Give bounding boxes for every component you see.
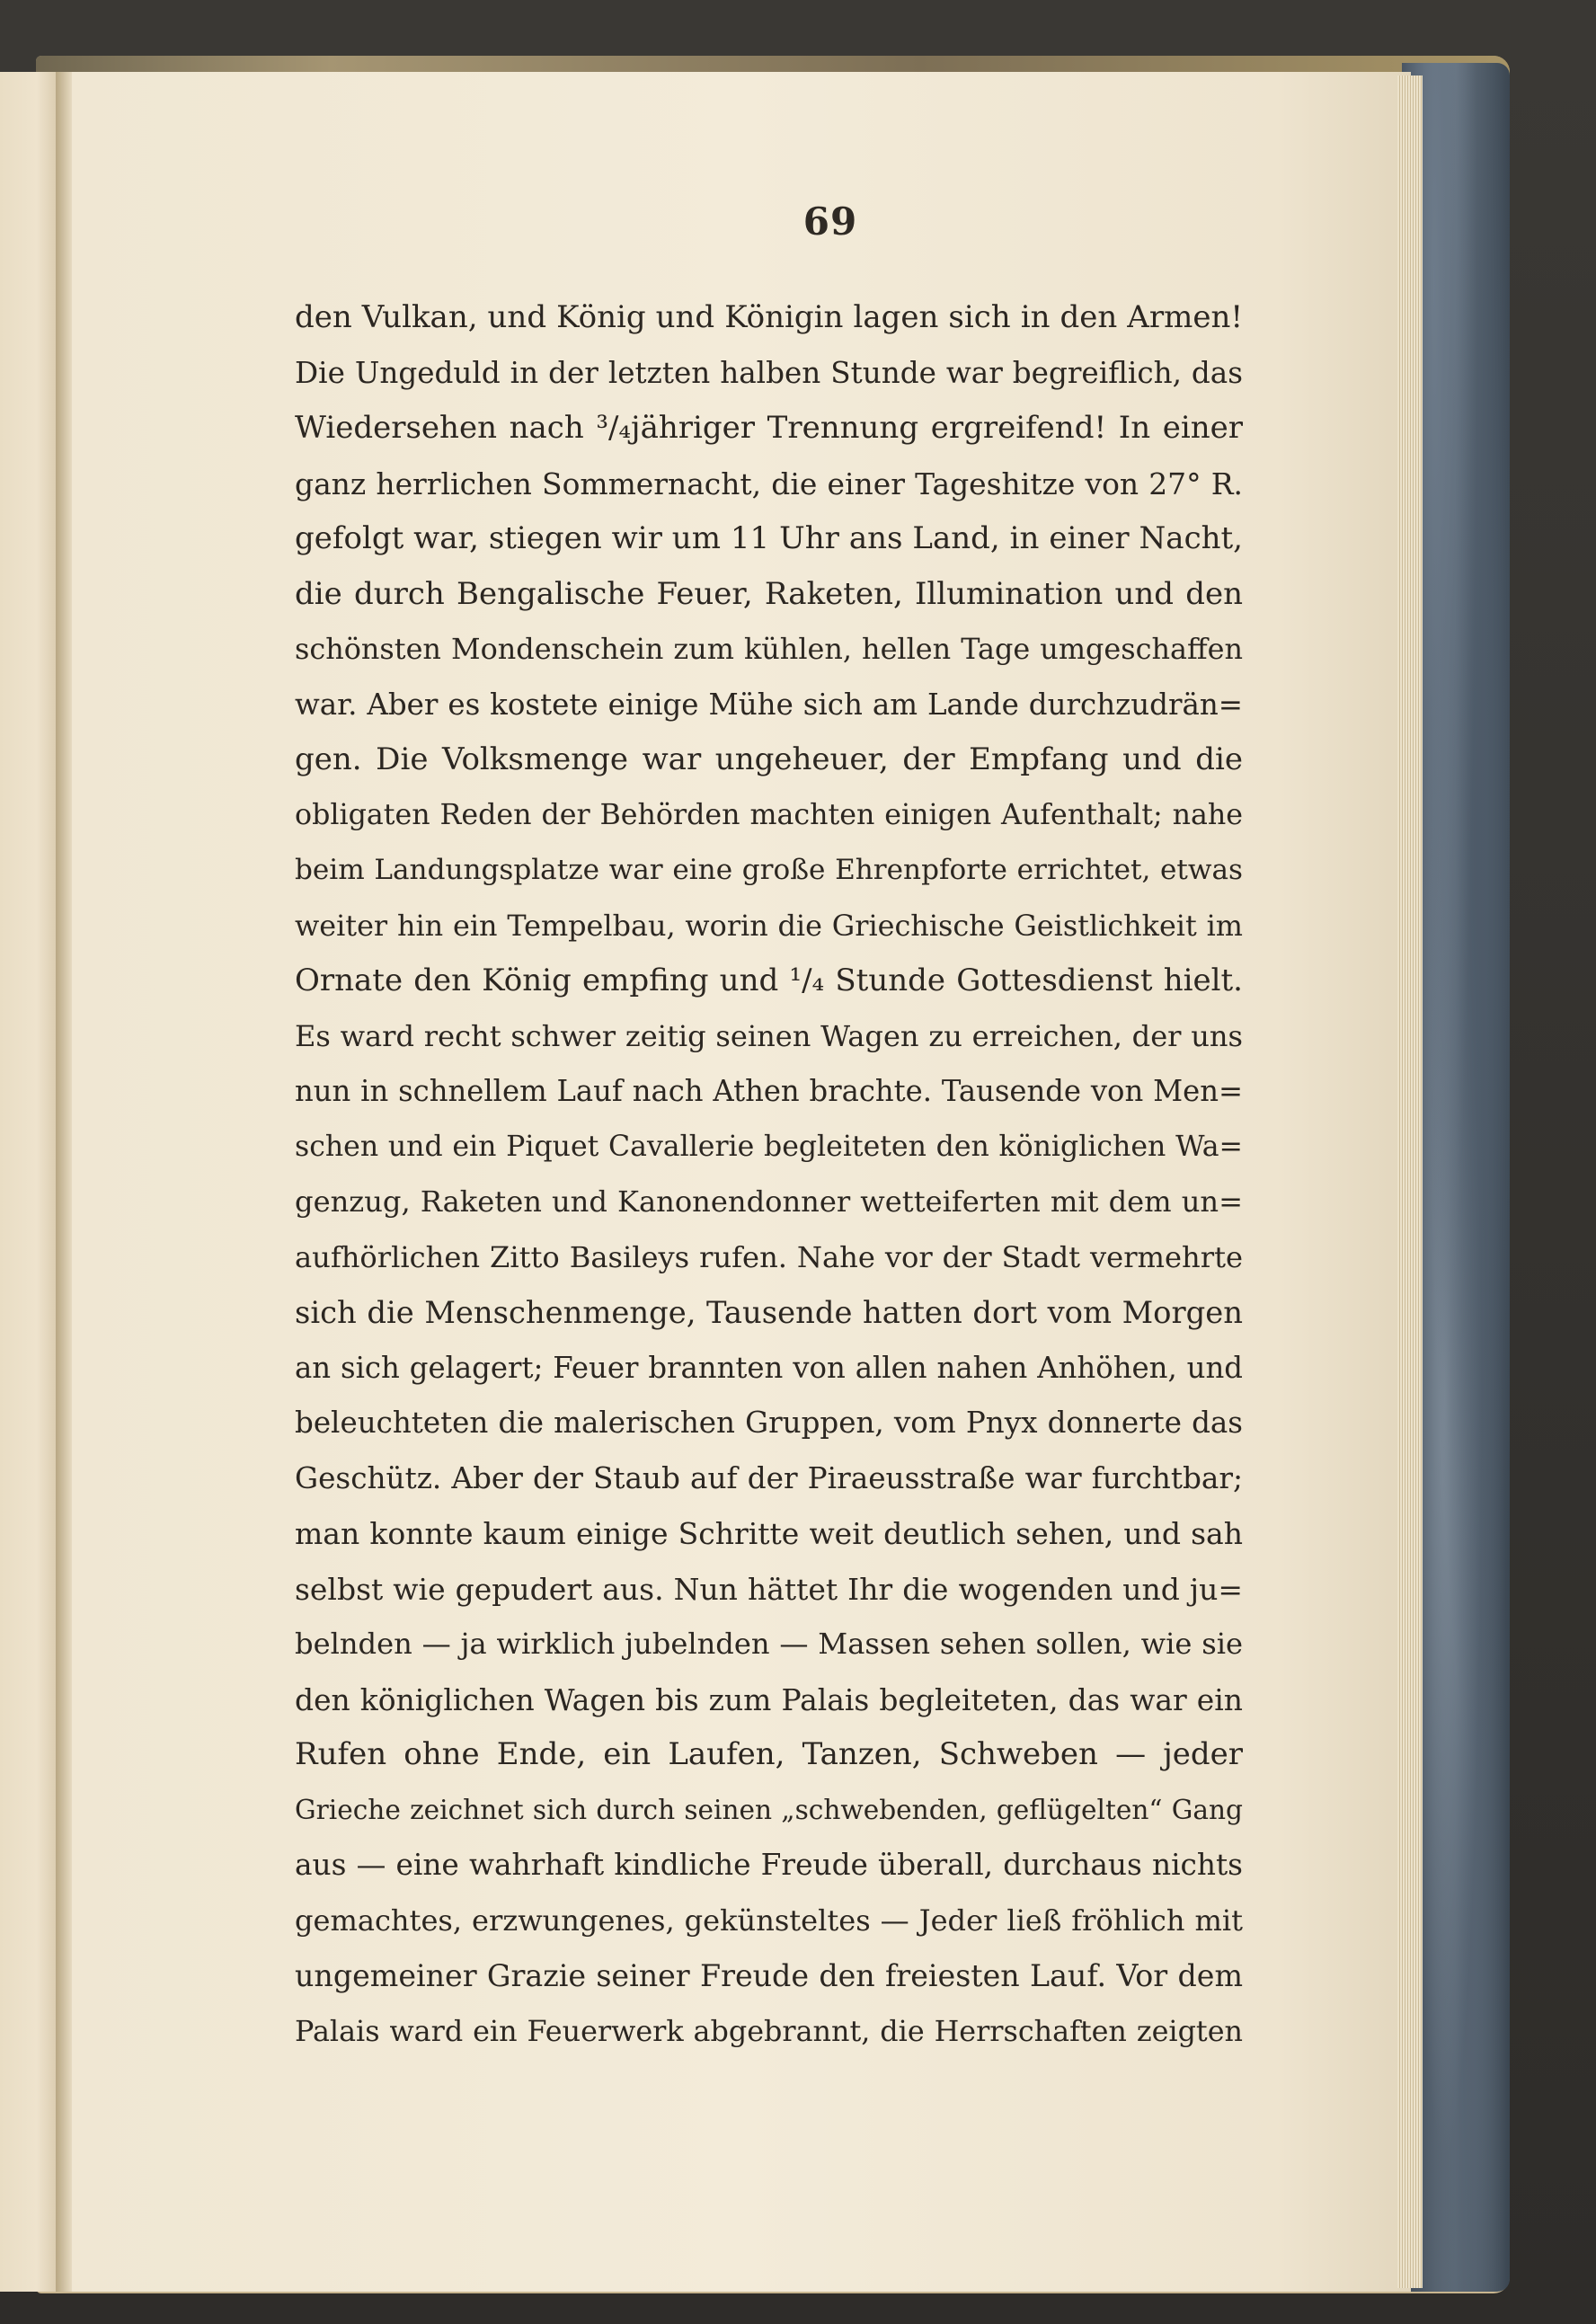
page-stack-edges <box>1397 75 1423 2288</box>
text-line: aus — eine wahrhaft kindliche Freude überall, durchaus nichts <box>295 1848 1243 1882</box>
text-line: Es ward recht schwer zeitig seinen Wagen zu erreichen, der uns <box>295 1018 1243 1053</box>
text-line: ganz herrlichen Sommernacht, die einer Tageshitze von 27° R. <box>295 466 1243 501</box>
left-page-edge <box>0 72 61 2292</box>
text-line: schönsten Mondenschein zum kühlen, hellen Tage umgeschaffen <box>295 632 1243 666</box>
text-line: selbst wie gepudert aus. Nun hättet Ihr die wogenden und ju= <box>295 1571 1243 1607</box>
text-line: sich die Menschenmenge, Tausende hatten dort vom Morgen <box>295 1295 1243 1330</box>
text-line: gemachtes, erzwungenes, gekünsteltes — Jeder ließ fröhlich mit <box>295 1903 1243 1938</box>
text-line: beleuchteten die malerischen Gruppen, vom Pnyx donnerte das <box>295 1406 1243 1440</box>
text-line: an sich gelagert; Feuer brannten von allen nahen Anhöhen, und <box>295 1350 1243 1385</box>
text-line: schen und ein Piquet Cavallerie begleiteten den königlichen Wa= <box>295 1130 1243 1163</box>
text-line: den königlichen Wagen bis zum Palais begleiteten, das war ein <box>295 1681 1243 1717</box>
text-line: man konnte kaum einige Schritte weit deutlich sehen, und sah <box>295 1516 1243 1551</box>
text-line: Wiedersehen nach ³/₄jähriger Trennung ergreifend! In einer <box>295 410 1243 446</box>
text-line: Grieche zeichnet sich durch seinen „schwebenden, geflügelten“ Gang <box>295 1794 1243 1825</box>
text-line: gefolgt war, stiegen wir um 11 Uhr ans Land, in einer Nacht, <box>295 520 1243 556</box>
page-number: 69 <box>802 200 858 244</box>
text-line: weiter hin ein Tempelbau, worin die Griechische Geistlichkeit im <box>295 908 1243 943</box>
text-line: Palais ward ein Feuerwerk abgebrannt, die Herrschaften zeigten <box>295 2014 1243 2048</box>
text-line: nun in schnellem Lauf nach Athen brachte. Tausende von Men= <box>295 1074 1243 1108</box>
text-line: Die Ungeduld in der letzten halben Stunde war begreiflich, das <box>295 355 1243 390</box>
text-line: Ornate den König empfing und ¹/₄ Stunde Gottesdienst hielt. <box>295 962 1243 998</box>
text-line: aufhörlichen Zitto Basileys rufen. Nahe vor der Stadt vermehrte <box>295 1239 1243 1274</box>
text-line: genzug, Raketen und Kanonendonner wetteiferten mit dem un= <box>295 1184 1243 1219</box>
text-line: Geschütz. Aber der Staub auf der Piraeusstraße war furchtbar; <box>295 1460 1243 1495</box>
text-line: belnden — ja wirklich jubelnden — Massen sehen sollen, wie sie <box>295 1627 1243 1661</box>
text-line: ungemeiner Grazie seiner Freude den freiesten Lauf. Vor dem <box>295 1958 1243 1993</box>
text-line: gen. Die Volksmenge war ungeheuer, der Empfang und die <box>295 741 1243 777</box>
page-body-text <box>295 290 1243 2059</box>
text-line: obligaten Reden der Behörden machten einigen Aufenthalt; nahe <box>295 798 1243 831</box>
text-line: Rufen ohne Ende, ein Laufen, Tanzen, Schweben — jeder <box>295 1736 1243 1772</box>
text-line: beim Landungsplatze war eine große Ehrenpforte errichtet, etwas <box>295 854 1243 886</box>
text-line: den Vulkan, und König und Königin lagen sich in den Armen! <box>295 299 1243 335</box>
text-line: war. Aber es kostete einige Mühe sich am Lande durchzudrän= <box>295 687 1243 722</box>
text-line: die durch Bengalische Feuer, Raketen, Illumination und den <box>295 575 1243 612</box>
